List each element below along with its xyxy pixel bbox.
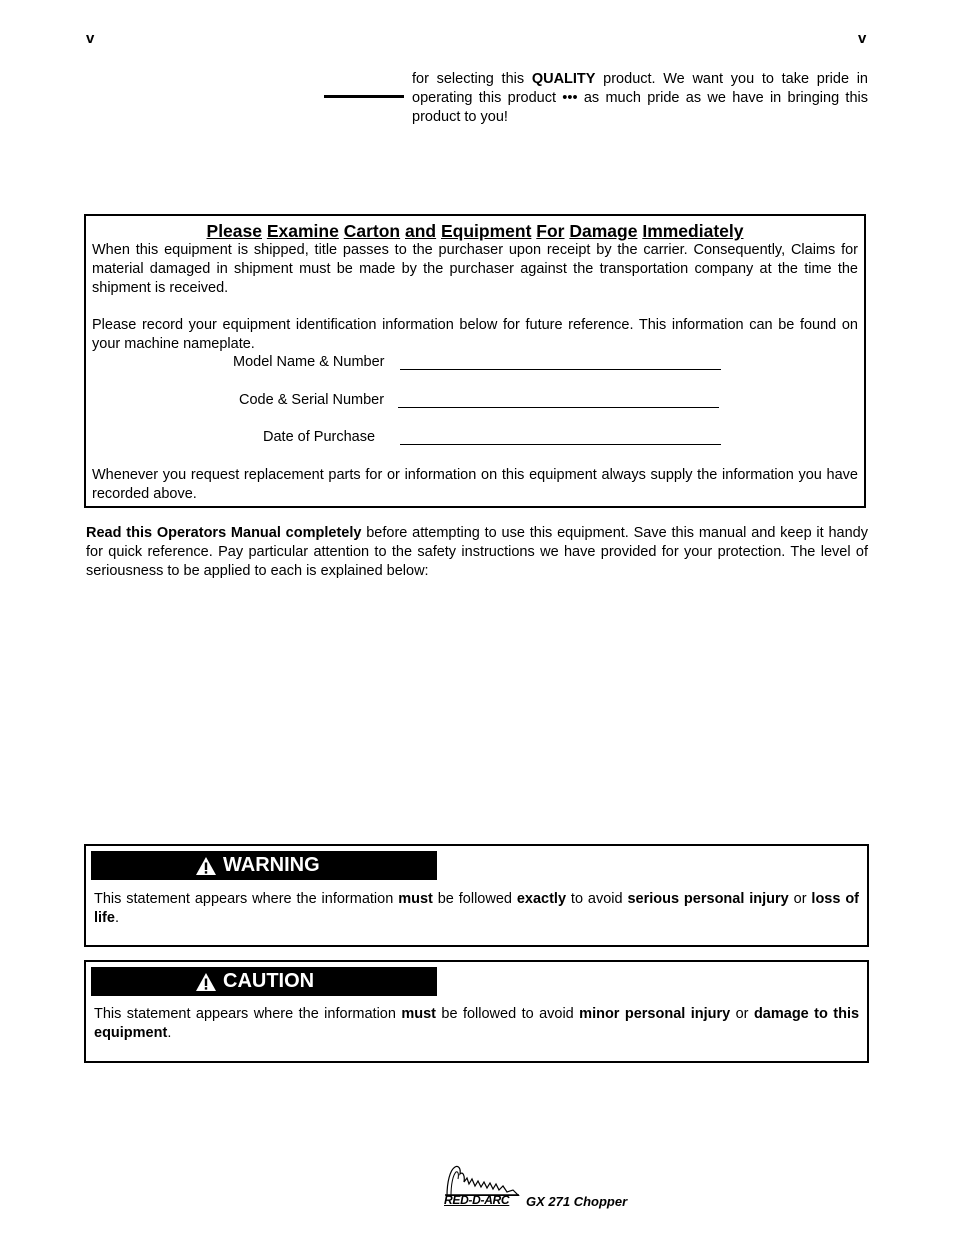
intro-paragraph (412, 70, 868, 127)
caution-banner (91, 967, 437, 996)
warning-triangle-icon (195, 856, 217, 876)
caution-bold: damage to this equipment (94, 1006, 860, 1041)
warning-bold: exactly (516, 891, 567, 907)
warning-bold: serious personal injury (627, 891, 789, 907)
serial-number-field[interactable] (398, 407, 719, 408)
damage-notice-box (84, 214, 866, 508)
record-info-paragraph: Please record your equipment identification information below for future reference. This information can be found on your machine nameplate. (92, 317, 858, 352)
title-word: Equipment (440, 221, 532, 241)
title-word: For (536, 221, 565, 241)
model-number-field[interactable] (400, 369, 721, 370)
warning-text: This statement appears where the information (94, 891, 399, 907)
purchase-date-label: Date of Purchase (263, 429, 376, 445)
purchase-date-field[interactable] (400, 444, 721, 445)
red-d-arc-logo-icon (443, 1162, 521, 1196)
title-word: Immediately (642, 221, 744, 241)
page-number-left: v (86, 30, 95, 47)
title-word: Damage (569, 221, 638, 241)
serial-number-label: Code & Serial Number (239, 392, 385, 408)
read-manual-text: before attempting to use this equipment. Save this manual and keep it handy for quick reference. Pay particular attention to the safety instructions we have provided for your protection. The level of seriousness to be applied to each is explained below: (86, 525, 868, 579)
model-number-label: Model Name & Number (233, 354, 385, 370)
intro-rule (324, 95, 404, 98)
intro-text-2: product. We want you to take pride in operating this product ••• as much pride as we have in bringing this product to you! (412, 71, 868, 125)
caution-bold: must (401, 1006, 436, 1022)
caution-text: be followed to avoid (436, 1006, 580, 1022)
damage-notice-title (86, 220, 864, 242)
title-word: Please (206, 221, 262, 241)
warning-bold: loss of life (94, 891, 860, 926)
warning-text: to avoid (566, 891, 628, 907)
intro-text-1: for selecting this (412, 71, 532, 87)
caution-text: or (730, 1006, 754, 1022)
caution-statement (94, 1005, 859, 1043)
page-number-right: v (858, 30, 867, 47)
warning-statement (94, 890, 859, 928)
title-word: Carton (343, 221, 401, 241)
caution-triangle-icon (195, 972, 217, 992)
warning-label: WARNING (223, 854, 320, 876)
model-name: GX 271 Chopper (526, 1194, 628, 1209)
warning-text: or (788, 891, 812, 907)
caution-text: This statement appears where the information (94, 1006, 402, 1022)
warning-box (84, 844, 869, 947)
replacement-parts-paragraph: Whenever you request replacement parts for or information on this equipment always supply the information you have recorded above. (92, 467, 858, 502)
caution-text: . (167, 1025, 172, 1041)
shipping-claims-paragraph: When this equipment is shipped, title passes to the purchaser upon receipt by the carrier. Consequently, Claims for material damaged in shipment must be made by the purchaser against the transportation company at the time the shipment is received. (92, 242, 858, 296)
title-word: Examine (266, 221, 339, 241)
warning-bold: must (398, 891, 433, 907)
caution-bold: minor personal injury (579, 1006, 731, 1022)
warning-text: . (114, 910, 119, 926)
warning-text: be followed (432, 891, 517, 907)
intro-quality: QUALITY (531, 71, 596, 87)
title-word: and (404, 221, 437, 241)
read-manual-paragraph (86, 524, 868, 581)
read-manual-bold: Read this Operators Manual completely (86, 525, 362, 541)
footer (443, 1162, 643, 1212)
brand-logo-text: RED-D-ARC (444, 1193, 510, 1207)
warning-banner (91, 851, 437, 880)
caution-box (84, 960, 869, 1063)
caution-label: CAUTION (223, 970, 315, 992)
